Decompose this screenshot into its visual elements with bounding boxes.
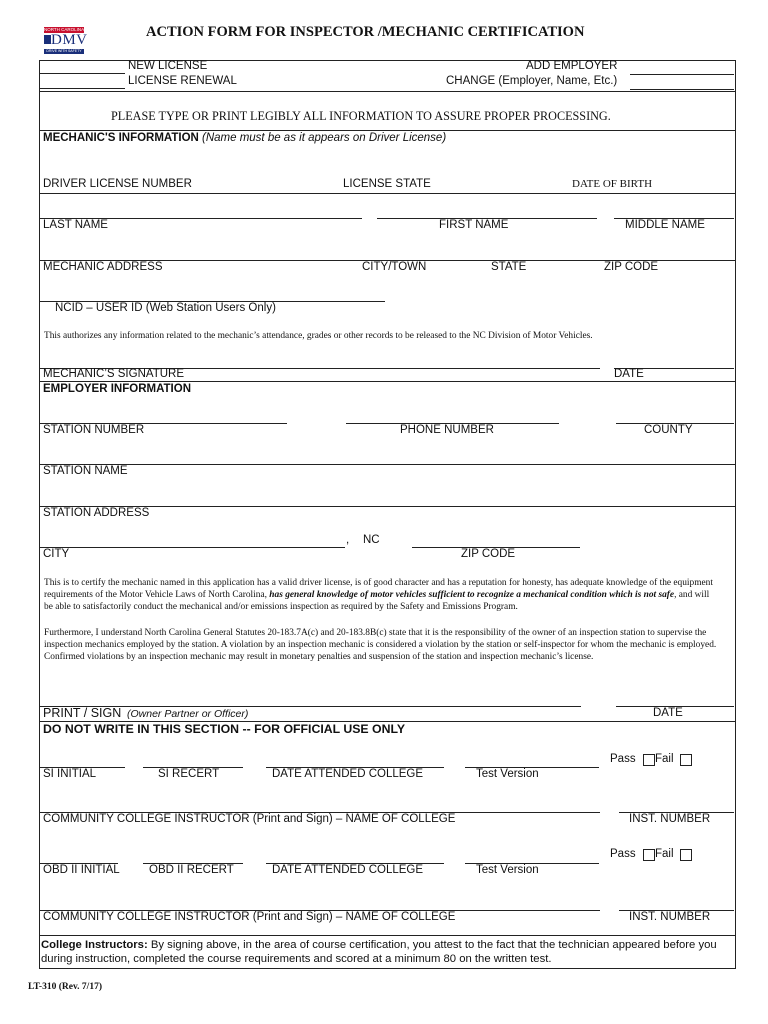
divider	[39, 381, 735, 382]
change-label: CHANGE (Employer, Name, Etc.)	[446, 75, 618, 87]
mechanic-heading: MECHANIC'S INFORMATION	[43, 132, 199, 144]
nc-label: NC	[363, 534, 380, 546]
inst-number-label: INST. NUMBER	[629, 813, 711, 825]
print-sign-label: PRINT / SIGN	[43, 706, 122, 720]
comma: ,	[346, 534, 350, 546]
test-version-label: Test Version	[476, 768, 539, 780]
divider	[39, 193, 735, 194]
middle-name-label: MIDDLE NAME	[625, 219, 705, 231]
change-line	[630, 89, 734, 90]
si-recert-label: SI RECERT	[158, 768, 220, 780]
certification-paragraph	[44, 577, 720, 613]
obd-instructor-label: COMMUNITY COLLEGE INSTRUCTOR (Print and Sign) – NAME OF COLLEGE	[43, 911, 456, 923]
obd-date-attended-label: DATE ATTENDED COLLEGE	[272, 864, 424, 876]
certify-text-emphasis: has general knowledge of motor vehicles sufficient to recognize a mechanical condition which is not safe	[269, 590, 675, 600]
mechanic-date-label: DATE	[614, 368, 644, 380]
employer-date-label: DATE	[653, 707, 683, 719]
fail-label: Fail	[655, 848, 674, 860]
college-instructors-text: By signing above, in the area of course certification, you attest to the fact that the technician appeared before you during instruction, completed the course requirements and scored at a minimum 80 on the written test.	[41, 939, 717, 965]
new-license-line	[40, 73, 125, 74]
mechanic-signature-label: MECHANIC’S SIGNATURE	[43, 368, 184, 380]
mechanic-address-label: MECHANIC ADDRESS	[43, 261, 163, 273]
logo-stripe	[44, 35, 51, 44]
pass-checkbox[interactable]	[643, 849, 655, 861]
pass-checkbox[interactable]	[643, 754, 655, 766]
fail-label: Fail	[655, 753, 674, 765]
last-name-label: LAST NAME	[43, 219, 108, 231]
divider	[39, 935, 735, 936]
obd-recert-label: OBD II RECERT	[149, 864, 234, 876]
obd-inst-number-label: INST. NUMBER	[629, 911, 711, 923]
official-heading: DO NOT WRITE IN THIS SECTION -- FOR OFFICIAL USE ONLY	[43, 722, 406, 736]
pass-label: Pass	[610, 753, 636, 765]
certify-text-a: This is to certify the mechanic named in this application has a valid driver license, is of good character and has a reputation for honesty, has adequate knowledge of the equipment requirements of the Motor Vehicle Laws of North Carolina,	[44, 578, 713, 600]
license-renewal-label: LICENSE RENEWAL	[128, 75, 237, 87]
zip-code-label: ZIP CODE	[604, 261, 659, 273]
logo-banner: NORTH CAROLINA	[44, 27, 85, 32]
license-state-label: LICENSE STATE	[343, 178, 431, 190]
si-initial-label: SI INITIAL	[43, 768, 97, 780]
city-label: CITY	[43, 548, 70, 560]
state-label: STATE	[491, 261, 527, 273]
divider	[39, 91, 735, 92]
add-employer-label: ADD EMPLOYER	[526, 60, 618, 72]
employer-heading: EMPLOYER INFORMATION	[43, 383, 192, 395]
pass-label: Pass	[610, 848, 636, 860]
add-employer-line	[630, 74, 734, 75]
station-number-label: STATION NUMBER	[43, 424, 145, 436]
county-label: COUNTY	[644, 424, 693, 436]
certify-text-c: , and will be able to satisfactorily conduct the mechanical and/or emissions inspection as required by the Safety and Emissions Program.	[44, 590, 710, 612]
print-sign-note: (Owner Partner or Officer)	[127, 708, 249, 720]
license-renewal-line	[40, 88, 125, 89]
station-address-label: STATION ADDRESS	[43, 507, 150, 519]
dmv-logo	[42, 27, 86, 55]
form-number: LT-310 (Rev. 7/17)	[28, 982, 102, 992]
first-name-label: FIRST NAME	[439, 219, 509, 231]
fail-checkbox[interactable]	[680, 849, 692, 861]
instruction-text: PLEASE TYPE OR PRINT LEGIBLY ALL INFORMATION TO ASSURE PROPER PROCESSING.	[111, 109, 611, 123]
new-license-label: NEW LICENSE	[128, 60, 208, 72]
authorization-text: This authorizes any information related to the mechanic’s attendance, grades or other records to be released to the NC Division of Motor Vehicles.	[44, 331, 593, 341]
employer-zip-label: ZIP CODE	[461, 548, 516, 560]
obd-test-version-label: Test Version	[476, 864, 539, 876]
divider	[39, 464, 735, 465]
station-name-label: STATION NAME	[43, 465, 128, 477]
date-attended-label: DATE ATTENDED COLLEGE	[272, 768, 424, 780]
fail-checkbox[interactable]	[680, 754, 692, 766]
instructor-label: COMMUNITY COLLEGE INSTRUCTOR (Print and Sign) – NAME OF COLLEGE	[43, 813, 456, 825]
date-of-birth-label: DATE OF BIRTH	[572, 178, 653, 190]
college-instructors-note	[41, 939, 731, 966]
college-instructors-label: College Instructors:	[41, 939, 148, 951]
form-title: ACTION FORM FOR INSPECTOR /MECHANIC CERTIFICATION	[146, 24, 585, 40]
furthermore-paragraph: Furthermore, I understand North Carolina General Statutes 20-183.7A(c) and 20-183.8B(c) state that it is the responsibility of the owner of an inspection station to supervise the inspection mechanics employed by the station. A violation by an inspection mechanic is considered a violation by the station or self-inspector for whom the mechanic is employed. Confirmed violations by an inspection mechanic may result in monetary penalties and suspension of the station and inspection mechanic’s license.	[44, 628, 717, 662]
city-town-label: CITY/TOWN	[362, 261, 427, 273]
logo-bottom-text: DRIVE WITH SAFETY	[44, 49, 84, 54]
logo-dmv-text: DMV	[51, 32, 88, 48]
phone-number-label: PHONE NUMBER	[400, 424, 494, 436]
divider	[39, 130, 735, 131]
mechanic-heading-note: (Name must be as it appears on Driver License)	[202, 132, 447, 144]
obd-initial-label: OBD II INITIAL	[43, 864, 120, 876]
city-line	[40, 547, 345, 548]
ncid-label: NCID – USER ID (Web Station Users Only)	[55, 302, 276, 314]
driver-license-number-label: DRIVER LICENSE NUMBER	[43, 178, 192, 190]
